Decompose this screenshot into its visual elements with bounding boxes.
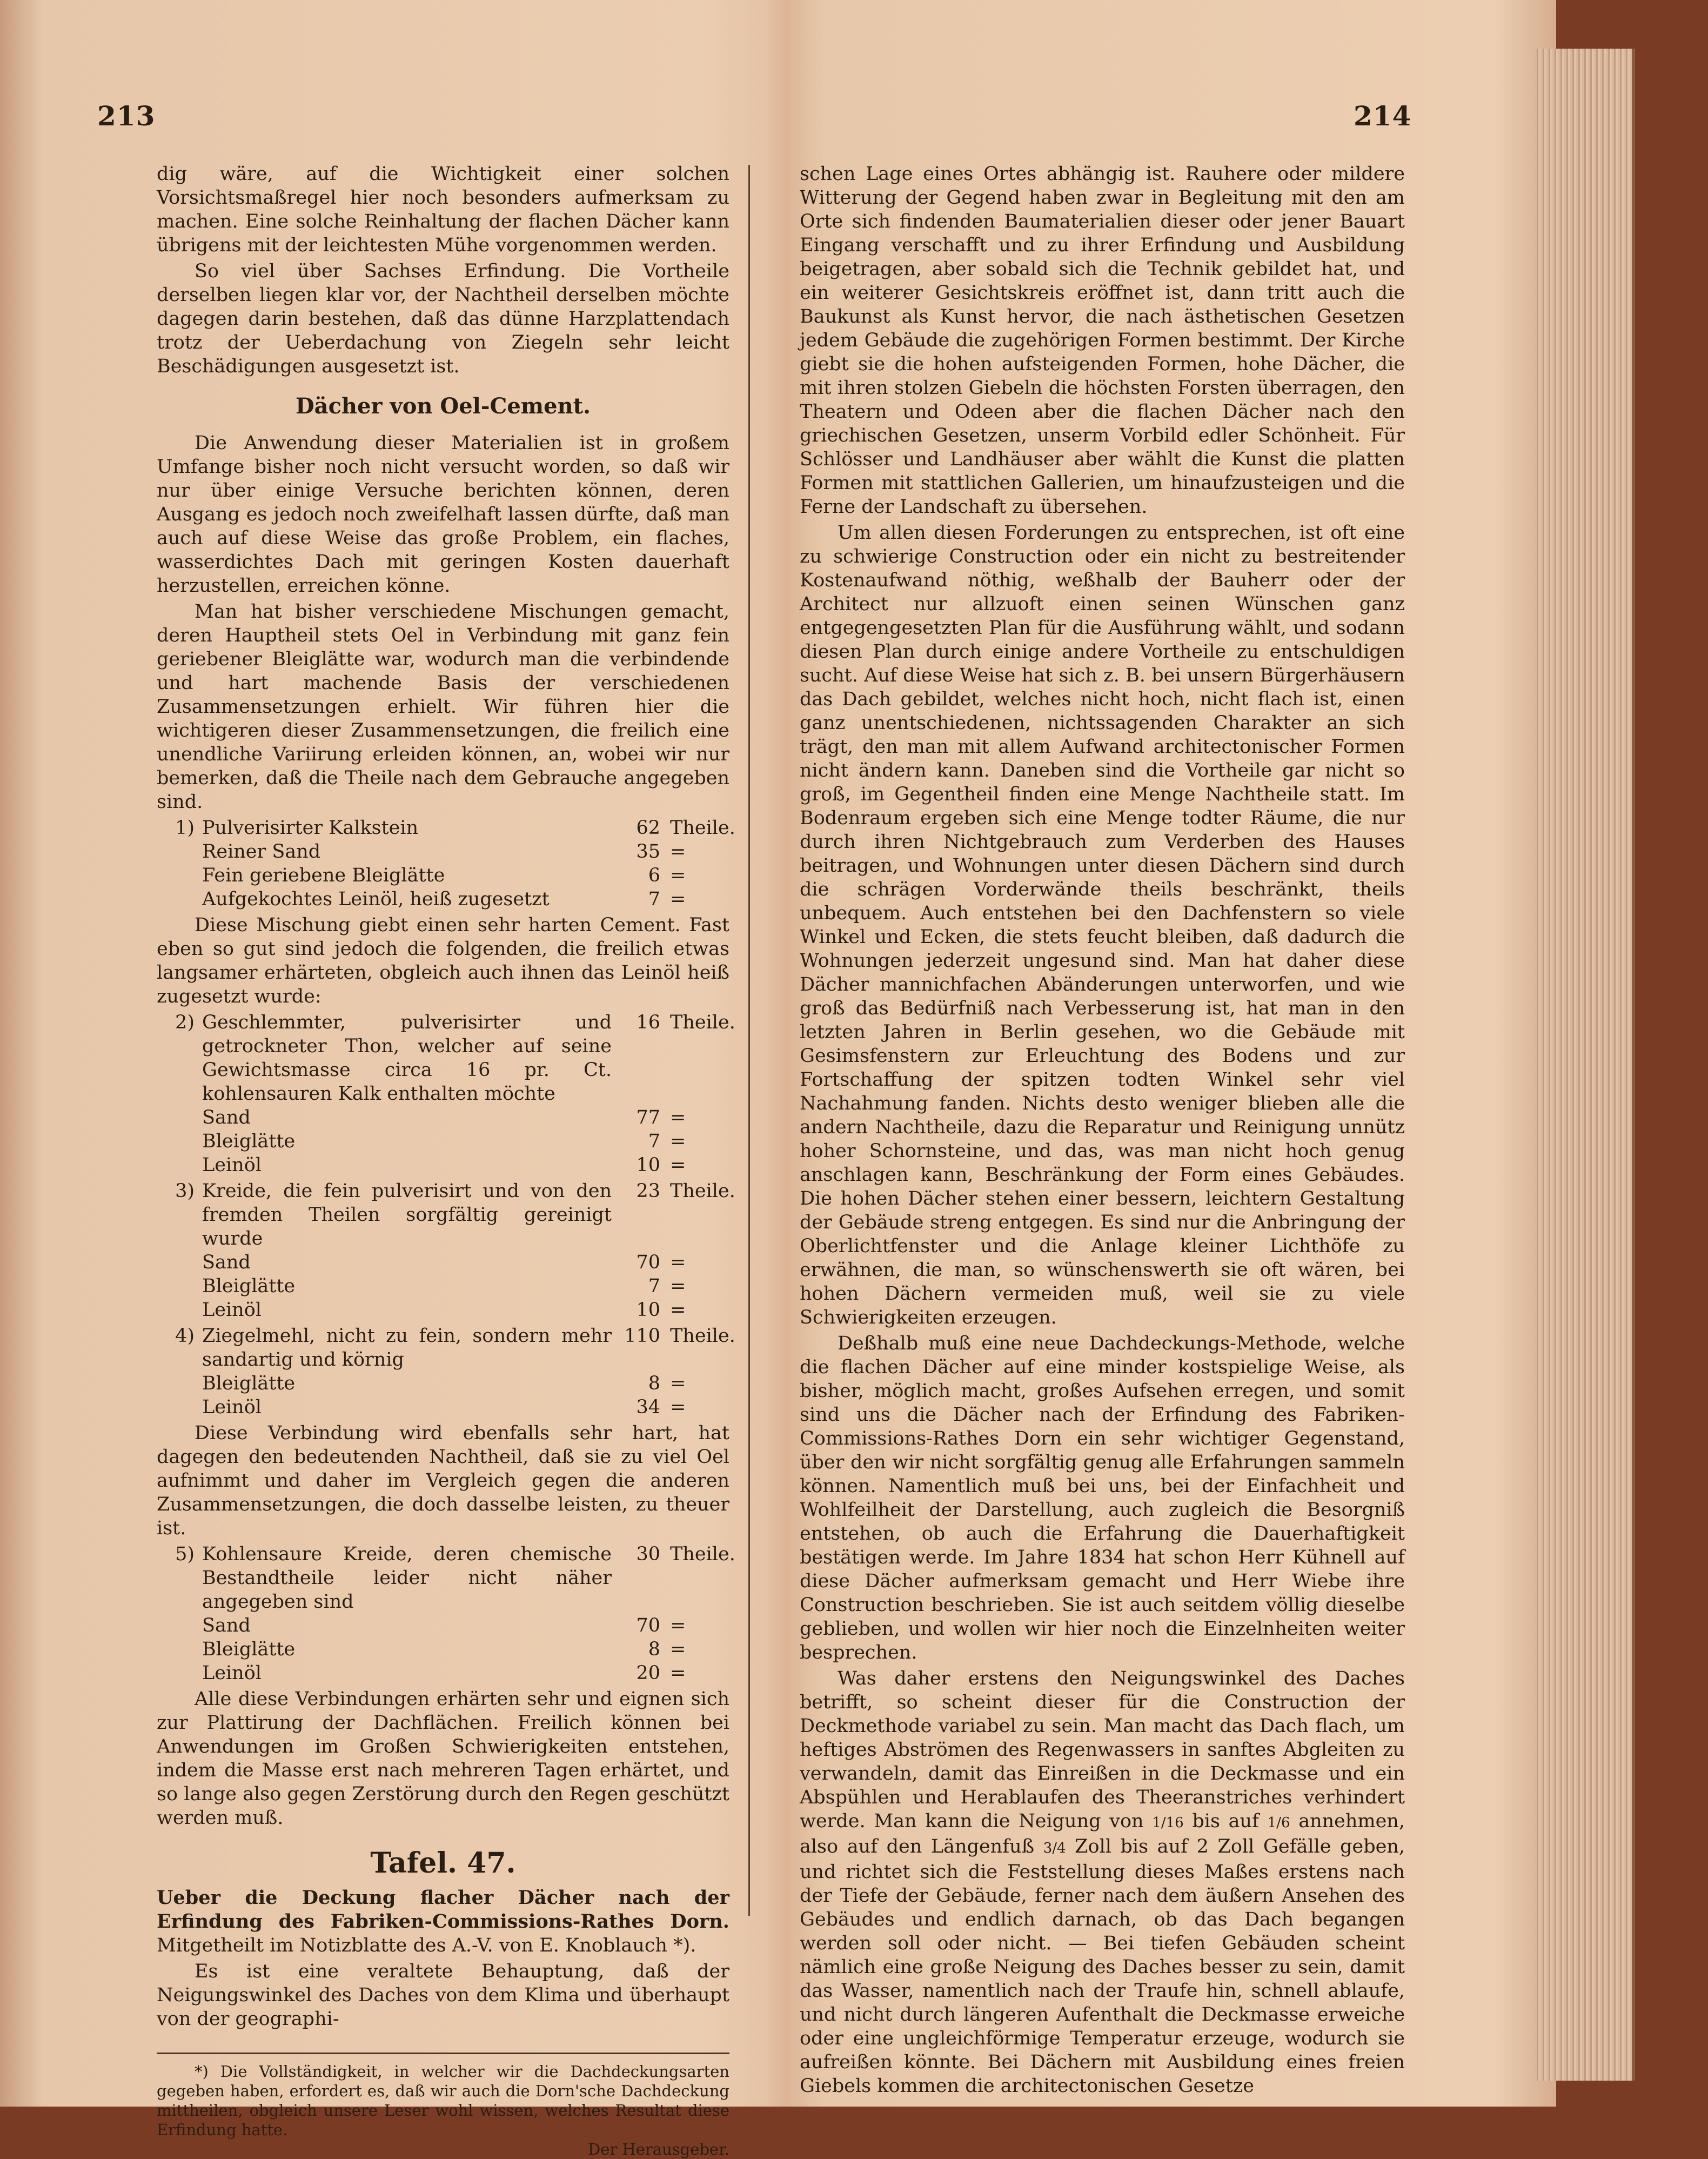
amount: 23 bbox=[636, 1180, 660, 1202]
paragraph: Diese Mischung giebt einen sehr harten Cement. Fast eben so gut sind jedoch die folgenden, die freilich etwas langsamer erhärteten, obgleich auch ihnen das Leinöl heiß zugesetzt wurde: bbox=[157, 914, 729, 1007]
text-run: bis auf bbox=[1183, 1810, 1268, 1832]
paragraph: Deßhalb muß eine neue Dachdeckungs-Methode, welche die flachen Dächer auf eine minder kostspielige Weise, als bisher, möglich macht, großes Aufsehen erregen, und somit sind uns die Dächer nach der Erfindung des Fabriken-Commissions-Rathes Dorn ein sehr wichtiger Gegenstand, über den wir nicht sorgfältig genug alle Erfahrungen sammeln können. Namentlich muß bei uns, bei der Einfachheit und Wohlfeilheit der Darstellung, auch zugleich die Besorgniß entstehen, ob auch die Erfahrung die Dauerhaftigkeit bestätigen werde. Im Jahre 1834 hat schon Herr Kühnell auf diese Dächer aufmerksam gemacht und Herr Wiebe ihre Construction beschrieben. Sie ist auch seitdem völlig dieselbe geblieben, und wollen wir hier noch die Einzelnheiten weiter besprechen. bbox=[800, 1333, 1405, 1663]
recipe-row bbox=[157, 816, 735, 840]
recipe bbox=[157, 1324, 735, 1419]
unit: = bbox=[670, 1396, 686, 1418]
paragraph: Die Anwendung dieser Materialien ist in großem Umfange bisher noch nicht versucht worden, so daß wir nur über einige Versuche berichten können, deren Ausgang es jedoch noch zweifelhaft lassen dürfte, daß man auch auf diese Weise das große Problem, ein flaches, wasserdichtes Dach mit geringen Kosten dauerhaft herzustellen, erreichen könne. bbox=[157, 432, 729, 597]
ingredient: Leinöl bbox=[202, 1154, 262, 1176]
recipe-row bbox=[157, 1372, 729, 1395]
left-column bbox=[157, 162, 735, 2159]
unit: = bbox=[670, 888, 686, 910]
unit: = bbox=[670, 1107, 686, 1128]
recipe bbox=[157, 1011, 735, 1177]
ingredient: Kreide, die fein pulverisirt und von den fremden Theilen sorgfältig gereinigt wurde bbox=[202, 1180, 612, 1249]
paragraph: Man hat bisher verschiedene Mischungen gemacht, deren Hauptheil stets Oel in Verbindung mit ganz fein geriebener Bleiglätte war, wodurch man die verbindende und hart machende Basis der verschiedenen Zusammensetzungen erhielt. Wir führen hier die wichtigeren dieser Zusammensetzungen, die freilich eine unendliche Variirung erleiden können, an, wobei wir nur bemerken, daß die Theile nach dem Gebrauche angegeben sind. bbox=[157, 601, 729, 813]
recipe-row bbox=[157, 1251, 729, 1274]
unit: = bbox=[670, 841, 686, 863]
paragraph: dig wäre, auf die Wichtigkeit einer solchen Vorsichtsmaßregel hier noch besonders aufmerksam zu machen. Eine solche Reinhaltung der flachen Dächer kann übrigens mit der leichtesten Mühe vorgenommen werden. bbox=[157, 163, 729, 256]
right-column bbox=[800, 162, 1405, 2100]
recipe bbox=[157, 1179, 735, 1322]
plate-heading: Tafel. 47. bbox=[370, 1847, 516, 1880]
recipe-row bbox=[157, 1011, 735, 1106]
ingredient: Leinöl bbox=[202, 1299, 262, 1321]
ingredient: Ziegelmehl, nicht zu fein, sondern mehr sandartig und körnig bbox=[202, 1325, 612, 1371]
amount: 7 bbox=[648, 1131, 660, 1152]
ingredient: Leinöl bbox=[202, 1396, 262, 1418]
unit: = bbox=[670, 1615, 686, 1636]
unit: = bbox=[670, 1154, 686, 1176]
page-number-right: 214 bbox=[1354, 100, 1412, 132]
recipe-row bbox=[157, 1324, 735, 1372]
ingredient: Kohlensaure Kreide, deren chemische Bestandtheile leider nicht näher angegeben sind bbox=[202, 1543, 612, 1613]
amount: 7 bbox=[648, 888, 660, 910]
ingredient: Bleiglätte bbox=[202, 1131, 296, 1152]
ingredient: Reiner Sand bbox=[202, 841, 321, 863]
article-title bbox=[157, 1886, 729, 1957]
paragraph: Es ist eine veraltete Behauptung, daß der Neigungswinkel des Daches von dem Klima und überhaupt von der geographi- bbox=[157, 1961, 729, 2030]
footnote-rule bbox=[157, 2053, 729, 2054]
amount: 6 bbox=[648, 865, 660, 886]
paragraph: Um allen diesen Forderungen zu entsprechen, ist oft eine zu schwierige Construction oder ein nicht zu bestreitender Kostenaufwand nöthig, weßhalb der Bauherr oder der Architect nur allzuoft einen seinen Wünschen ganz entgegengesetzten Plan für die Ausführung wählt, und sodann diesen Plan durch einige andere Vortheile zu entschuldigen sucht. Auf diese Weise hat sich z. B. bei unsern Bürgerhäusern das Dach gebildet, welches nicht hoch, nicht flach ist, einen ganz unentschiedenen, nichtssagenden Charakter an sich trägt, den man mit allem Aufwand architectonischer Formen nicht ändern kann. Daneben sind die Vortheile gar nicht so groß, im Gegentheil finden eine Menge Nachtheile statt. Im Bodenraum ergeben sich eine Menge todter Räume, die nur durch ihren Nichtgebrauch zum Verderben des Hauses beitragen, und Wohnungen unter diesen Dächern sind durch die schrägen Vorderwände theils beschränkt, theils unbequem. Auch entstehen bei den Dachfenstern so viele Winkel und Ecken, die stets feucht bleiben, daß dadurch die Wohnungen jederzeit ungesund sind. Man hat daher diese Dächer mannichfachen Abänderungen unterworfen, und wie groß das Bedürfniß nach Verbesserung ist, hat man in den letzten Jahren in Berlin gesehen, wo die Gebäude mit Gesimsfenstern zur Erleuchtung des Bodens und zur Fortschaffung der spitzen todten Winkel sehr viel Nachahmung fanden. Nichts desto weniger blieben alle die andern Nachtheile, dazu die Reparatur und Reinigung unnütz hoher Schornsteine, und das, was man nicht hoch genug anschlagen kann, Beschränkung der Form eines Gebäudes. Die hohen Dächer stehen einer bessern, leichtern Gestaltung der Gebäude streng entgegen. Es sind nur die Anbringung der Oberlichtfenster und die Anlage kleiner Lichthöfe zu erwähnen, die man, so wünschenswerth sie oft wären, bei hohen Dächern vermeiden muß, weil sie zu viele Schwierigkeiten erzeugen. bbox=[800, 522, 1405, 1328]
text-run: Zoll bis auf 2 Zoll Gefälle geben, und richtet sich die Feststellung dieses Maßes erstens nach der Tiefe der Gebäude, ferner nach dem äußern Ansehen des Gebäudes und endlich darnach, ob das Dach begangen werden soll oder nicht. — Bei tiefen Gebäuden scheint nämlich eine große Neigung des Daches besser zu sein, damit das Wasser, namentlich nach der Traufe hin, schnell ablaufe, und nicht durch längeren Aufenthalt die Deckmasse erweiche oder eine ungleichförmige Temperatur erzeuge, wodurch sie aufreißen könnte. Bei Dächern mit Ausbildung eines freien Giebels kommen die architectonischen Gesetze bbox=[800, 1836, 1405, 2097]
unit: = bbox=[670, 1131, 686, 1152]
unit: = bbox=[670, 1662, 686, 1684]
amount: 62 bbox=[636, 817, 660, 839]
amount: 10 bbox=[636, 1154, 660, 1176]
recipe-number: 4) bbox=[175, 1325, 195, 1347]
amount: 16 bbox=[636, 1012, 660, 1033]
ingredient: Bleiglätte bbox=[202, 1639, 296, 1660]
page-edges bbox=[1535, 49, 1635, 2081]
paragraph: schen Lage eines Ortes abhängig ist. Rauhere oder mildere Witterung der Gegend haben zwar in Begleitung mit den am Orte sich findenden Baumaterialien dieser oder jener Bauart Eingang verschafft und zu ihrer Erfindung und Ausbildung beigetragen, aber sobald sich die Technik gebildet hat, und ein weiterer Gesichtskreis eröffnet ist, dann tritt auch die Baukunst als Kunst hervor, die nach ästhetischen Gesetzen jedem Gebäude die zugehörigen Formen bestimmt. Der Kirche giebt sie die hohen aufsteigenden Formen, hohe Dächer, die mit ihren stolzen Giebeln die höchsten Forsten überragen, den Theatern und Odeen aber die flachen Dächer nach den griechischen Gesetzen, unserm Vorbild edler Schönheit. Für Schlösser und Landhäuser aber wählt die Kunst die platten Formen mit stattlichen Gallerien, um hinaufzusteigen und die Ferne der Landschaft zu übersehen. bbox=[800, 163, 1405, 518]
unit: Theile. bbox=[670, 817, 735, 839]
amount: 35 bbox=[636, 841, 660, 863]
recipe-number: 3) bbox=[175, 1180, 195, 1202]
ingredient: Fein geriebene Bleiglätte bbox=[202, 865, 445, 886]
ingredient: Sand bbox=[202, 1615, 251, 1636]
section-heading: Dächer von Oel-Cement. bbox=[295, 393, 591, 419]
amount: 70 bbox=[636, 1615, 660, 1636]
unit: Theile. bbox=[670, 1325, 735, 1347]
fraction: 1/16 bbox=[1152, 1815, 1184, 1831]
unit: Theile. bbox=[670, 1012, 735, 1033]
recipe-row bbox=[157, 840, 729, 864]
amount: 10 bbox=[636, 1299, 660, 1321]
unit: Theile. bbox=[670, 1543, 735, 1565]
footnote-text: *) Die Vollständigkeit, in welcher wir die Dachdeckungsarten gegeben haben, erfordert es, daß wir auch die Dorn'sche Dachdeckung mittheilen, obgleich unsere Leser wohl wissen, welches Resultat diese Erfindung hatte. bbox=[157, 2062, 729, 2139]
amount: 20 bbox=[636, 1662, 660, 1684]
paragraph: So viel über Sachses Erfindung. Die Vortheile derselben liegen klar vor, der Nachtheil derselben möchte dagegen darin bestehen, daß das dünne Harzplattendach trotz der Ueberdachung von Ziegeln sehr leicht Beschädigungen ausgesetzt ist. bbox=[157, 260, 729, 377]
recipe-row bbox=[157, 1274, 729, 1298]
amount: 110 bbox=[624, 1325, 660, 1347]
paragraph bbox=[800, 1667, 1405, 2098]
ingredient: Sand bbox=[202, 1252, 251, 1273]
amount: 30 bbox=[636, 1543, 660, 1565]
amount: 34 bbox=[636, 1396, 660, 1418]
paragraph: Alle diese Verbindungen erhärten sehr und eignen sich zur Plattirung der Dachflächen. Freilich können bei Anwendungen im Großen Schwierigkeiten entstehen, indem die Masse erst nach mehreren Tagen erhärtet, und so lange also gegen Zerstörung durch den Regen geschützt werden muß. bbox=[157, 1688, 729, 1829]
recipe-list-2 bbox=[157, 1011, 735, 1419]
recipe-row bbox=[157, 1614, 729, 1637]
amount: 8 bbox=[648, 1373, 660, 1394]
recipe-list-1 bbox=[157, 816, 735, 911]
unit: = bbox=[670, 1373, 686, 1394]
recipe-row bbox=[157, 1637, 729, 1661]
ingredient: Leinöl bbox=[202, 1662, 262, 1684]
article-attribution: Mitgetheilt im Notizblatte des A.-V. von E. Knoblauch *). bbox=[157, 1935, 696, 1956]
recipe bbox=[157, 1542, 735, 1685]
recipe bbox=[157, 816, 735, 911]
unit: = bbox=[670, 1275, 686, 1297]
fraction: 1/6 bbox=[1267, 1815, 1290, 1831]
amount: 77 bbox=[636, 1107, 660, 1128]
recipe-list-3 bbox=[157, 1542, 735, 1685]
ingredient: Geschlemmter, pulverisirter und getrockneter Thon, welcher auf seine Gewichtsmasse circa 16 pr. Ct. kohlensauren Kalk enthalten möchte bbox=[202, 1012, 612, 1105]
unit: = bbox=[670, 1299, 686, 1321]
ingredient: Bleiglätte bbox=[202, 1373, 296, 1394]
fraction: 3/4 bbox=[1043, 1840, 1066, 1856]
amount: 7 bbox=[648, 1275, 660, 1297]
unit: = bbox=[670, 1252, 686, 1273]
footnote bbox=[157, 2062, 729, 2159]
ingredient: Sand bbox=[202, 1107, 251, 1128]
recipe-number: 5) bbox=[175, 1543, 195, 1565]
recipe-row bbox=[157, 1129, 729, 1153]
recipe-row bbox=[157, 1395, 729, 1419]
recipe-row bbox=[157, 1106, 729, 1129]
article-title-bold: Ueber die Deckung flacher Dächer nach der Erfindung des Fabriken-Commissions-Rathes Dorn. bbox=[157, 1887, 729, 1933]
recipe-number: 1) bbox=[175, 817, 195, 839]
unit: Theile. bbox=[670, 1180, 735, 1202]
recipe-row bbox=[157, 1153, 729, 1177]
amount: 8 bbox=[648, 1639, 660, 1660]
recipe-row bbox=[157, 1542, 735, 1614]
ingredient: Pulverisirter Kalkstein bbox=[202, 817, 419, 839]
ingredient: Bleiglätte bbox=[202, 1275, 296, 1297]
amount: 70 bbox=[636, 1252, 660, 1273]
recipe-row bbox=[157, 1661, 729, 1685]
recipe-row bbox=[157, 1179, 735, 1251]
unit: = bbox=[670, 1639, 686, 1660]
column-divider bbox=[748, 165, 750, 1916]
recipe-number: 2) bbox=[175, 1012, 195, 1033]
text-run: annehmen, also auf den Längenfuß bbox=[800, 1810, 1405, 1857]
paragraph: Diese Verbindung wird ebenfalls sehr hart, hat dagegen den bedeutenden Nachtheil, daß sie zu viel Oel aufnimmt und daher im Vergleich gegen die anderen Zusammensetzungen, die doch dasselbe leisten, zu theuer ist. bbox=[157, 1422, 729, 1539]
text-run: Was daher erstens den Neigungswinkel des Daches betrifft, so scheint dieser für die Construction der Deckmethode variabel zu sein. Man macht das Dach flach, um heftiges Abströmen des Regenwassers in sanftes Abgleiten zu verwandeln, damit das Einreißen in die Deckmasse und ein Abspühlen und Herablaufen des Theeranstriches verhindert werde. Man kann die Neigung von bbox=[800, 1668, 1405, 1832]
unit: = bbox=[670, 865, 686, 886]
recipe-row bbox=[157, 1298, 729, 1322]
recipe-row bbox=[157, 887, 729, 911]
footnote-signature: Der Herausgeber. bbox=[587, 2140, 729, 2158]
ingredient: Aufgekochtes Leinöl, heiß zugesetzt bbox=[202, 888, 550, 910]
recipe-row bbox=[157, 864, 729, 887]
page-number-left: 213 bbox=[97, 100, 156, 132]
